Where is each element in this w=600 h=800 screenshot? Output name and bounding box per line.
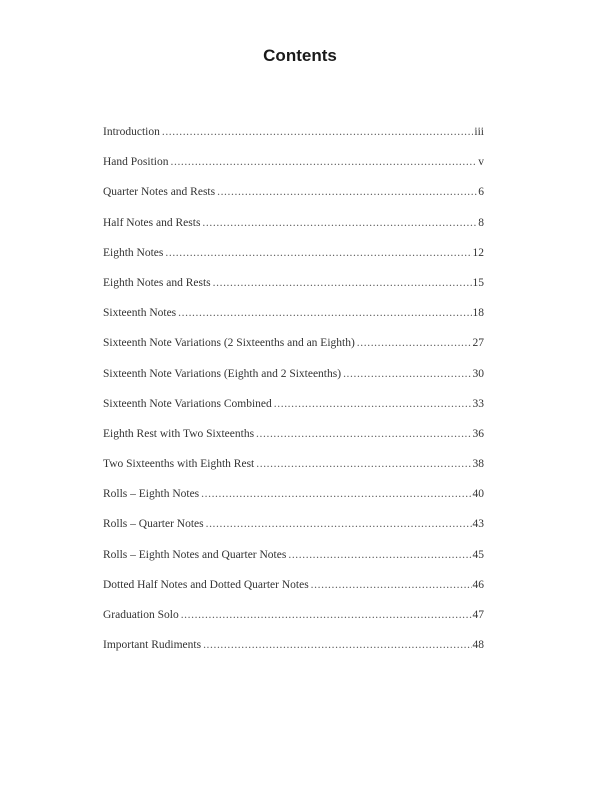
toc-entry-page: 36 — [472, 427, 484, 440]
toc-entry — [103, 639, 484, 669]
toc-entry-label: Hand Position — [103, 156, 169, 169]
toc-entry — [103, 368, 484, 398]
toc-entry — [103, 156, 484, 186]
toc-entry — [103, 549, 484, 579]
dot-leader — [165, 247, 471, 259]
toc-entry-label: Dotted Half Notes and Dotted Quarter Notes — [103, 578, 309, 591]
toc-entry-label: Rolls – Eighth Notes — [103, 488, 200, 501]
dot-leader — [217, 186, 477, 198]
toc-entry-page: 46 — [472, 578, 484, 591]
toc-entry — [103, 277, 484, 307]
toc-entry-page: 40 — [472, 488, 484, 501]
toc-entry-page: 48 — [472, 639, 484, 652]
toc-entry-label: Sixteenth Note Variations (2 Sixteenths and an Eighth) — [103, 337, 355, 350]
dot-leader — [256, 458, 471, 470]
dot-leader — [213, 277, 472, 289]
toc-entry — [103, 247, 484, 277]
toc-entry — [103, 609, 484, 639]
toc-entry-label: Rolls – Eighth Notes and Quarter Notes — [103, 548, 287, 561]
toc-entry-label: Graduation Solo — [103, 609, 179, 621]
table-of-contents — [103, 126, 484, 669]
toc-entry — [103, 428, 484, 458]
dot-leader — [274, 398, 472, 410]
toc-entry-label: Eighth Rest with Two Sixteenths — [103, 427, 255, 440]
dot-leader — [256, 428, 471, 440]
toc-entry — [103, 186, 484, 216]
toc-entry-label: Introduction — [103, 126, 160, 138]
toc-entry-page: 18 — [472, 307, 484, 320]
toc-entry — [103, 126, 484, 156]
dot-leader — [162, 126, 474, 138]
dot-leader — [178, 307, 471, 319]
toc-entry — [103, 217, 484, 247]
dot-leader — [288, 549, 471, 561]
toc-entry — [103, 458, 484, 488]
toc-entry-label: Sixteenth Note Variations Combined — [103, 397, 272, 410]
toc-entry-page: 15 — [472, 276, 484, 289]
toc-entry-page: 33 — [472, 397, 484, 410]
toc-entry-label: Half Notes and Rests — [103, 216, 201, 229]
toc-entry-page: 38 — [472, 458, 484, 471]
toc-entry — [103, 337, 484, 367]
toc-entry-label: Two Sixteenths with Eighth Rest — [103, 458, 255, 471]
toc-entry — [103, 579, 484, 609]
toc-entry — [103, 518, 484, 548]
toc-entry-page: 30 — [472, 367, 484, 380]
toc-entry-page: 43 — [472, 518, 484, 531]
toc-entry-page: iii — [474, 126, 484, 138]
dot-leader — [343, 368, 471, 380]
toc-entry-label: Eighth Notes and Rests — [103, 276, 211, 289]
toc-entry-label: Sixteenth Notes — [103, 307, 177, 320]
dot-leader — [171, 156, 478, 168]
toc-entry-page: 12 — [472, 246, 484, 259]
toc-entry-label: Eighth Notes — [103, 246, 164, 259]
toc-entry-label: Sixteenth Note Variations (Eighth and 2 Sixteenths) — [103, 367, 342, 380]
toc-entry-label: Important Rudiments — [103, 639, 202, 652]
toc-entry-page: 47 — [472, 609, 484, 621]
toc-entry-label: Quarter Notes and Rests — [103, 186, 216, 199]
dot-leader — [202, 217, 477, 229]
dot-leader — [201, 488, 471, 500]
toc-entry-page: 45 — [472, 548, 484, 561]
toc-entry — [103, 307, 484, 337]
dot-leader — [181, 609, 472, 621]
dot-leader — [311, 579, 472, 591]
toc-entry-page: 8 — [478, 216, 484, 229]
toc-entry-page: v — [478, 156, 484, 169]
toc-entry-page: 6 — [478, 186, 484, 199]
toc-entry — [103, 398, 484, 428]
dot-leader — [203, 639, 471, 651]
dot-leader — [357, 337, 472, 349]
toc-entry-label: Rolls – Quarter Notes — [103, 518, 204, 531]
toc-entry — [103, 488, 484, 518]
toc-entry-page: 27 — [472, 337, 484, 350]
dot-leader — [206, 518, 472, 530]
page-title: Contents — [263, 46, 337, 65]
